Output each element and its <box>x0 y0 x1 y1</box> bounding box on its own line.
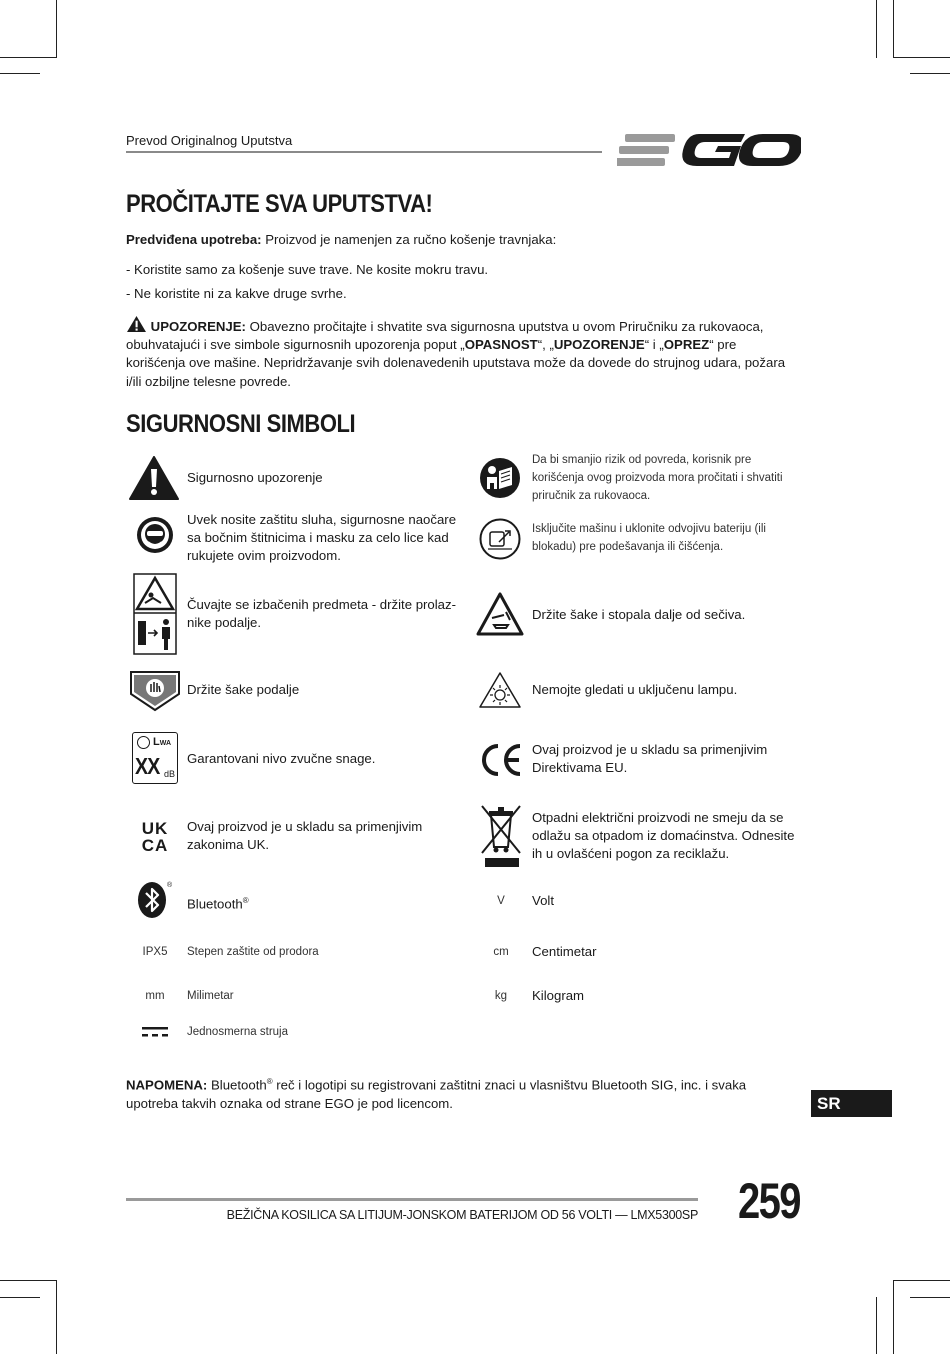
note-label: NAPOMENA: <box>126 1077 208 1093</box>
weee-bin-icon <box>478 803 524 869</box>
note-text: reč i logotipi su registrovani zaštitni znaci u vlasništvu Bluetooth SIG, inc. i svaka upotreba takvih oznaka od strane EGO je pod licencom. <box>126 1077 747 1111</box>
symbol-label: Držite šake i stopala dalje od sečiva. <box>532 607 746 622</box>
header-title: Prevod Originalnog Uputstva <box>126 133 293 148</box>
crop-mark <box>876 0 877 58</box>
footer-title: BEŽIČNA KOSILICA SA LITIJUM-JONSKOM BATERIJOM OD 56 VOLTI — LMX5300SP <box>226 1208 698 1222</box>
crop-mark <box>893 57 950 58</box>
symbol-label: Sigurnosno upozorenje <box>187 470 323 485</box>
read-manual-icon <box>478 456 522 500</box>
symbol-label: Otpadni električni proizvodi ne smeju da se odlažu sa otpadom iz domaćinstva. Odnesite ih u ovlašćeni pogon za reciklažu. <box>532 810 795 862</box>
warning-keyword: OPREZ <box>663 337 710 353</box>
ukca-bottom: CA <box>141 836 169 855</box>
sound-power-value: XX <box>135 753 160 779</box>
note-sup: ® <box>266 1077 273 1086</box>
symbol-label: Garantovani nivo zvučne snage. <box>187 751 376 766</box>
ego-logo <box>617 128 801 172</box>
symbol-label: Jednosmerna struja <box>187 1026 288 1038</box>
symbol-label: Držite šake podalje <box>187 682 300 697</box>
symbol-label: Kilogram <box>532 988 585 1003</box>
symbol-label: Ovaj proizvod je u skladu sa primenjivim Direktivama EU. <box>532 742 768 776</box>
symbol-label: Uvek nosite zaštitu sluha, sigurnosne naočare sa bočnim štitnicima i masku za celo lice kad rukujete ovim proizvodom. <box>187 512 457 564</box>
speaker-icon <box>137 736 150 749</box>
svg-text:®: ® <box>167 882 173 889</box>
bullet-item: - Ne koristite ni za kakve druge svrhe. <box>126 286 347 301</box>
blade-warning-icon <box>476 591 524 637</box>
symbol-label: Isključite mašinu i uklonite odvojivu bateriju (ili blokadu) pre podešavanja ili čišćenja. <box>532 523 766 553</box>
bullet-item: - Koristite samo za košenje suve trave. Ne kosite mokru travu. <box>126 262 489 277</box>
section-heading-safety-symbols: SIGURNOSNI SIMBOLI <box>126 410 356 438</box>
note-text: Bluetooth <box>207 1077 267 1093</box>
keep-hands-away-icon <box>129 670 181 712</box>
crop-mark <box>893 1280 894 1354</box>
symbol-label: Volt <box>532 893 554 908</box>
crop-mark <box>0 1297 40 1298</box>
sound-power-frame <box>132 732 178 784</box>
bluetooth-icon <box>134 880 174 920</box>
crop-mark <box>56 1280 57 1354</box>
crop-mark <box>876 1297 877 1354</box>
symbol-abbr: kg <box>494 990 508 1002</box>
ce-mark-icon <box>477 740 525 780</box>
thrown-objects-icon <box>133 573 177 655</box>
symbol-abbr: IPX5 <box>142 946 168 958</box>
remove-battery-icon <box>478 517 522 561</box>
note-paragraph <box>126 1073 794 1113</box>
sound-power-unit: dB <box>164 769 176 779</box>
header-rule <box>126 151 602 153</box>
crop-mark <box>910 1297 950 1298</box>
crop-mark <box>0 1280 57 1281</box>
symbol-abbr: cm <box>493 946 509 958</box>
symbol-label: Da bi smanjio rizik od povreda, korisnik pre korišćenja ovog proizvoda mora pročitati i shvatiti priručnik za rukovaoca. <box>532 454 783 502</box>
intended-use-text: Proizvod je namenjen za ručno košenje travnjaka: <box>261 232 557 247</box>
sound-power-l: LWA <box>153 736 172 748</box>
safety-alert-icon <box>128 455 180 501</box>
symbol-label: Nemojte gledati u uključenu lampu. <box>532 682 738 697</box>
symbol-label: Milimetar <box>187 990 234 1002</box>
symbol-label: Bluetooth® <box>187 896 249 912</box>
crop-mark <box>910 73 950 74</box>
intended-use <box>126 231 806 249</box>
lamp-warning-icon <box>478 670 522 710</box>
warning-text: “ i „ <box>644 337 664 353</box>
warning-paragraph <box>126 315 790 391</box>
symbol-label: Čuvajte se izbačenih predmeta - držite prolaz-nike podalje. <box>187 597 457 631</box>
crop-mark <box>0 57 57 58</box>
warning-keyword: OPASNOST <box>464 337 538 353</box>
symbol-label: Stepen zaštite od prodora <box>187 946 319 958</box>
ukca-icon <box>134 819 176 855</box>
direct-current-icon <box>140 1024 170 1040</box>
symbol-label: Ovaj proizvod je u skladu sa primenjivim zakonima UK. <box>187 819 423 853</box>
protective-gear-icon <box>134 514 176 556</box>
ukca-top: UK <box>141 819 169 838</box>
symbol-label: Centimetar <box>532 944 597 959</box>
warning-label: UPOZORENJE: <box>150 319 246 334</box>
intended-use-label: Predviđena upotreba: <box>126 232 262 247</box>
warning-text: “, „ <box>537 337 554 353</box>
warning-keyword: UPOZORENJE <box>553 337 645 353</box>
symbol-abbr: V <box>497 895 505 907</box>
warning-text: “ pre korišćenja ove mašine. Nepridržavanje svih dolenavedenih uputstava može da dovede do strujnog udara, požara i/ili ozbiljne telesne povrede. <box>126 337 786 389</box>
language-tab: SR <box>811 1090 892 1117</box>
footer-rule <box>126 1198 698 1201</box>
symbol-abbr: mm <box>145 990 165 1002</box>
sound-power-icon <box>130 731 180 785</box>
crop-mark <box>56 0 57 58</box>
crop-mark <box>893 1280 950 1281</box>
warning-text: Obavezno pročitajte i shvatite sva sigurnosna uputstva u ovom Priručniku za rukovaoca, obuhvatajući i sve simbole sigurnosnih upozorenja poput „ <box>126 319 764 353</box>
crop-mark <box>0 73 40 74</box>
section-heading-read-instructions: PROČITAJTE SVA UPUTSTVA! <box>126 190 433 218</box>
warning-triangle-icon <box>126 315 147 333</box>
crop-mark <box>893 0 894 58</box>
page-number: 259 <box>738 1173 800 1229</box>
